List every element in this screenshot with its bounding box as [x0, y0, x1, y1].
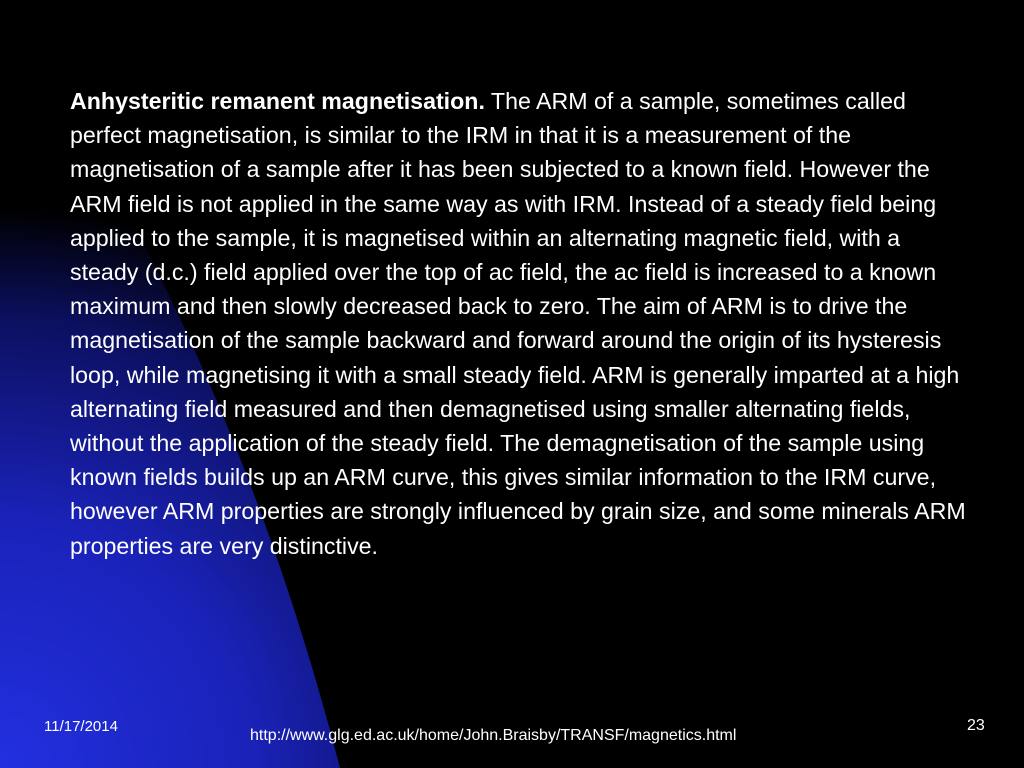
page-number: 23 — [967, 717, 985, 734]
footer-date: 11/17/2014 — [44, 718, 118, 735]
slide-body: The ARM of a sample, sometimes called perfect magnetisation, is similar to the IRM in that it is a measurement of the magnetisation of a sample after it has been subjected to a known field. However the ARM field is not applied in the same way as with IRM. Instead of a steady field being applied to the sample, it is magnetised within an alternating magnetic field, with a steady (d.c.) field applied over the top of ac field, the ac field is increased to a known maximum and then slowly decreased back to zero. The aim of ARM is to drive the magnetisation of the sample backward and forward around the origin of its hysteresis loop, while magnetising it with a small steady field. ARM is generally imparted at a high alternating field measured and then demagnetised using smaller alternating fields, without the application of the steady field. The demagnetisation of the sample using known fields builds up an ARM curve, this gives similar information to the IRM curve, however ARM properties are strongly influenced by grain size, and some minerals ARM properties are very distinctive. — [70, 88, 966, 559]
footer-url: http://www.glg.ed.ac.uk/home/John.Braisby/TRANSF/magnetics.html — [250, 727, 737, 744]
slide-body-text — [70, 84, 970, 563]
slide-heading: Anhysteritic remanent magnetisation. — [70, 88, 485, 114]
